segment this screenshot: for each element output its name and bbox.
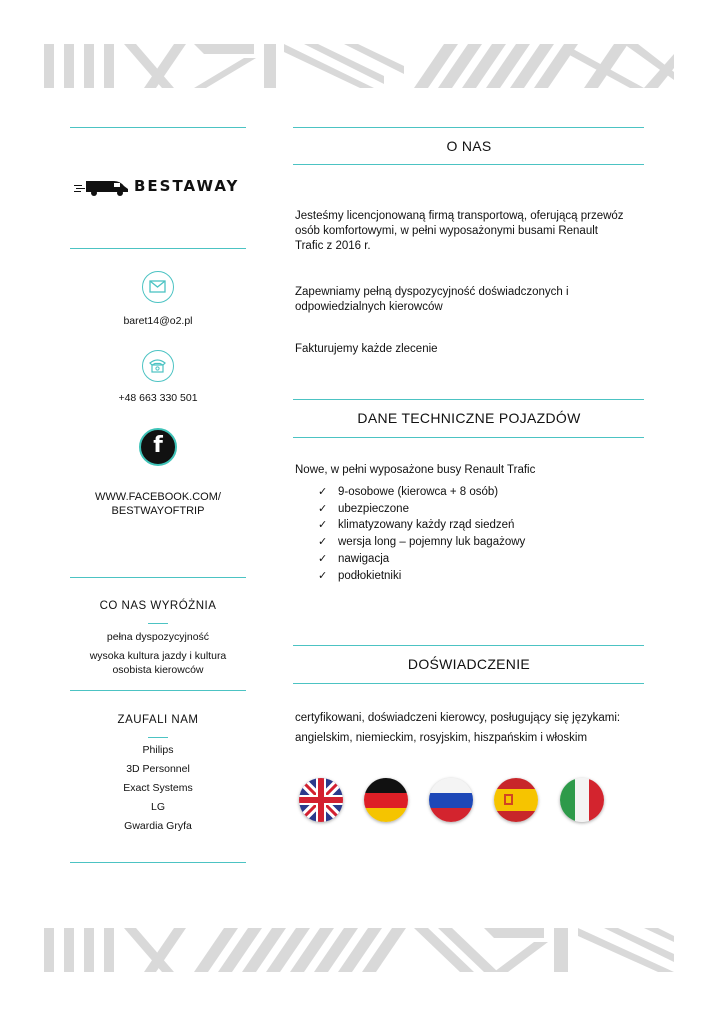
facebook-link-line2: BESTWAYOFTRIP xyxy=(111,505,205,517)
about-rule-top xyxy=(293,127,644,128)
russia-flag-icon xyxy=(429,778,473,822)
spain-flag-icon xyxy=(494,778,538,822)
about-title: O NAS xyxy=(446,138,492,154)
phone-icon xyxy=(142,350,174,382)
about-paragraph-3: Fakturujemy każde zlecenie xyxy=(295,343,438,355)
highlights-title: CO NAS WYRÓŻNIA xyxy=(99,600,217,612)
about-p2-line: Zapewniamy pełną dyspozycyjność doświadczonych i xyxy=(295,286,569,298)
left-divider-2 xyxy=(70,248,246,249)
about-p1-line: Jesteśmy licencjonowaną firmą transportową, oferującą przewóz xyxy=(295,210,624,222)
about-paragraph-2 xyxy=(295,285,650,315)
highlight-item: pełna dyspozycyjność xyxy=(106,631,210,643)
trusted-mini-rule xyxy=(148,737,168,738)
feature-item: ✓ wersja long – pojemny luk bagażowy xyxy=(318,534,525,551)
feature-item: ✓ 9-osobowe (kierowca + 8 osób) xyxy=(318,484,525,501)
left-divider-5 xyxy=(70,862,246,863)
experience-rule-bottom xyxy=(293,683,644,684)
about-p2-line: odpowiedzialnych kierowców xyxy=(295,301,443,313)
about-rule-bottom xyxy=(293,164,644,165)
client-name: LG xyxy=(150,801,165,813)
italy-flag-icon xyxy=(560,778,604,822)
facebook-link[interactable] xyxy=(70,490,246,518)
tech-title: DANE TECHNICZNE POJAZDÓW xyxy=(357,410,581,426)
client-name: Exact Systems xyxy=(123,782,193,794)
van-icon xyxy=(74,176,130,196)
feature-item: ✓ ubezpieczone xyxy=(318,501,525,518)
tech-rule-bottom xyxy=(293,437,644,438)
bottom-decorative-band xyxy=(44,928,674,972)
about-p1-line: osób komfortowymi, w pełni wyposażonymi busami Renault xyxy=(295,225,598,237)
left-divider-3 xyxy=(70,577,246,578)
feature-item: ✓ klimatyzowany każdy rząd siedzeń xyxy=(318,517,525,534)
experience-title: DOŚWIADCZENIE xyxy=(407,656,531,672)
facebook-icon[interactable]: f xyxy=(139,428,177,466)
left-divider-1 xyxy=(70,127,246,128)
experience-rule-top xyxy=(293,645,644,646)
feature-item: ✓ podłokietniki xyxy=(318,568,525,585)
client-name: Philips xyxy=(142,744,174,756)
company-name: BESTAWAY xyxy=(134,177,240,195)
experience-line: angielskim, niemieckim, rosyjskim, hiszpańskim i włoskim xyxy=(295,732,588,744)
about-p1-line: Trafic z 2016 r. xyxy=(295,240,371,252)
email-icon xyxy=(142,271,174,303)
experience-text xyxy=(295,711,655,746)
highlights-mini-rule xyxy=(148,623,168,624)
uk-flag-icon xyxy=(299,778,343,822)
company-logo xyxy=(74,176,244,196)
client-name: Gwardia Gryfa xyxy=(124,820,192,832)
tech-rule-top xyxy=(293,399,644,400)
tech-intro: Nowe, w pełni wyposażone busy Renault Trafic xyxy=(295,464,536,476)
features-list xyxy=(318,484,525,584)
left-divider-4 xyxy=(70,690,246,691)
facebook-link-line1: WWW.FACEBOOK.COM/ xyxy=(95,491,221,503)
email-address[interactable]: baret14@o2.pl xyxy=(123,315,193,327)
highlight-item: wysoka kultura jazdy i kultura xyxy=(89,650,227,662)
phone-number[interactable]: +48 663 330 501 xyxy=(118,392,198,404)
germany-flag-icon xyxy=(364,778,408,822)
top-decorative-band xyxy=(44,44,674,88)
highlight-item: osobista kierowców xyxy=(112,664,204,676)
trusted-title: ZAUFALI NAM xyxy=(117,714,199,726)
client-name: 3D Personnel xyxy=(126,763,190,775)
feature-item: ✓ nawigacja xyxy=(318,551,525,568)
about-paragraph-1 xyxy=(295,209,650,254)
experience-line: certyfikowani, doświadczeni kierowcy, posługujący się językami: xyxy=(295,712,621,724)
